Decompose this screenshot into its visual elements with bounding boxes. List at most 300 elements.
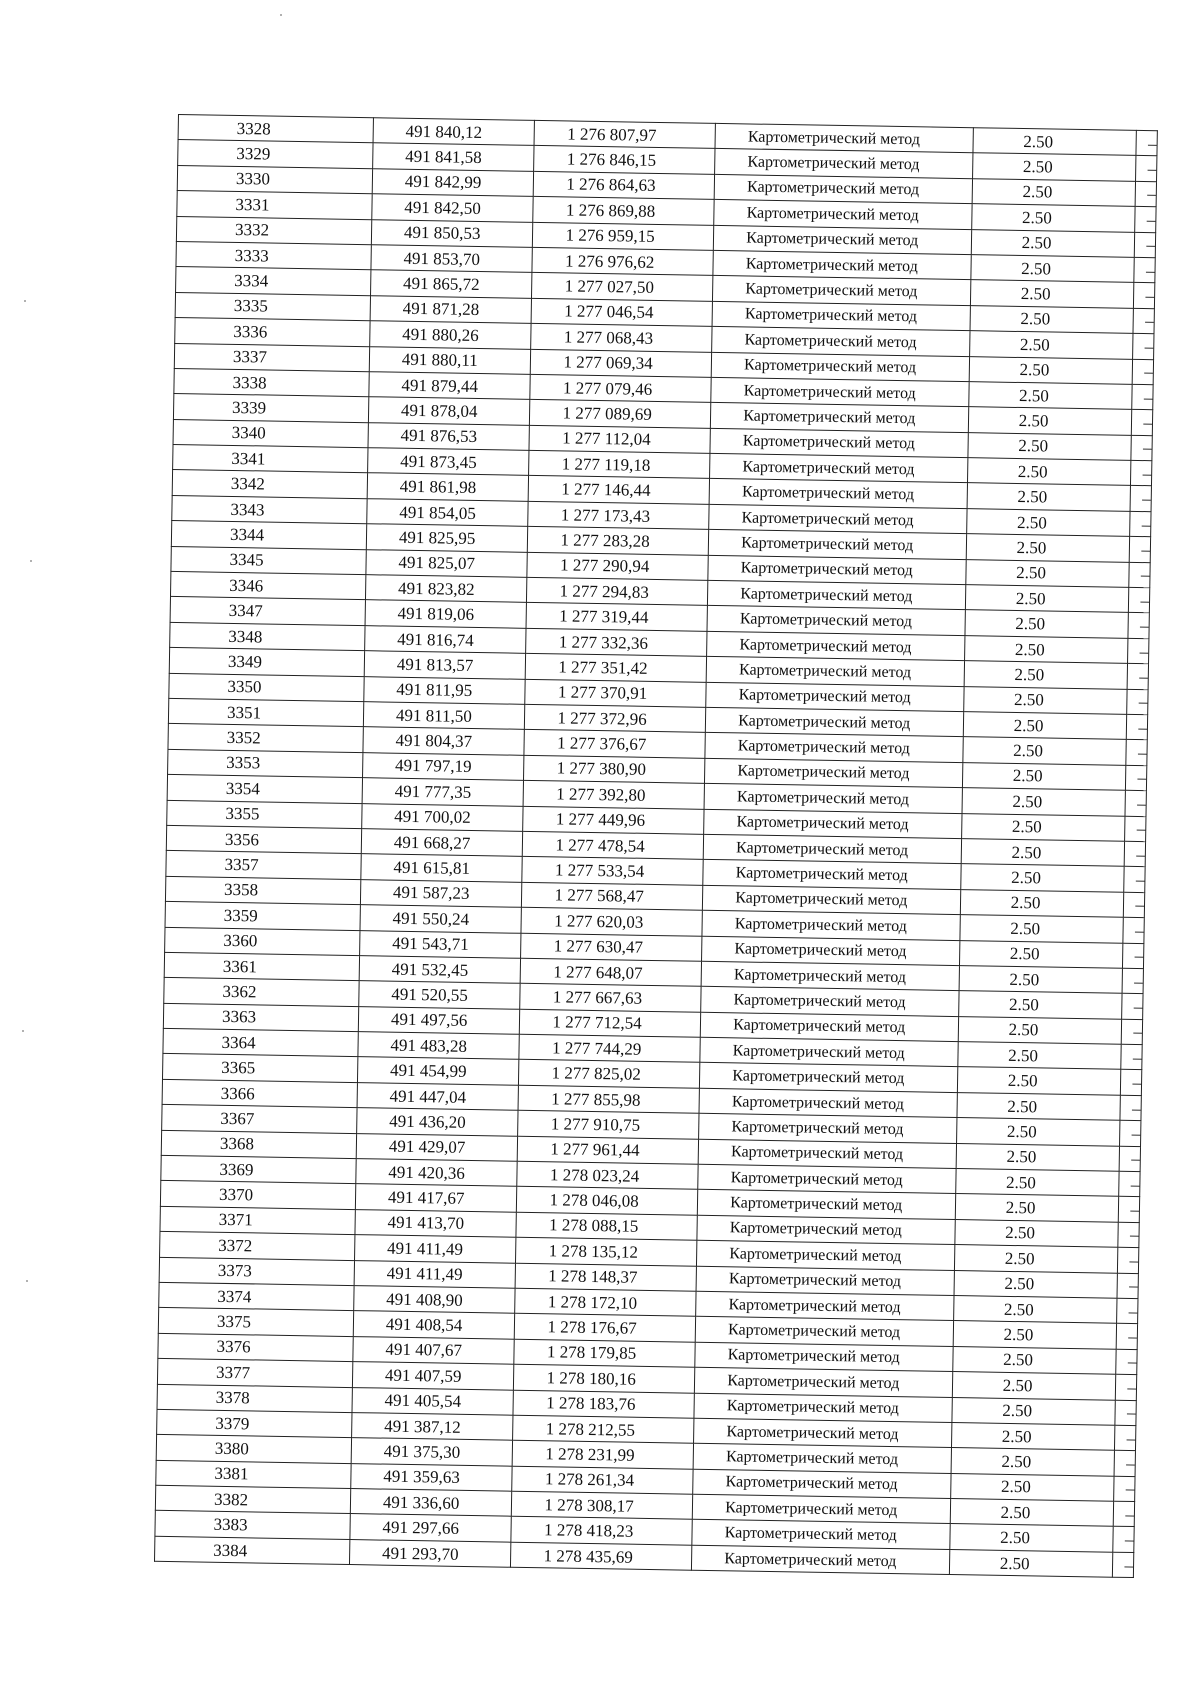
- description-cell: –: [1122, 968, 1144, 994]
- accuracy-cell: 2.50: [951, 1422, 1114, 1450]
- method-cell: Картометрический метод: [714, 174, 972, 204]
- accuracy-cell: 2.50: [970, 305, 1133, 333]
- y-coordinate-cell: 1 277 478,54: [523, 831, 704, 859]
- method-cell: Картометрический метод: [707, 606, 965, 636]
- point-number-cell: 3382: [155, 1485, 350, 1514]
- point-number-cell: 3363: [163, 1003, 358, 1032]
- method-cell: Картометрический метод: [708, 555, 966, 585]
- x-coordinate-cell: 491 532,45: [359, 956, 521, 984]
- description-cell: –: [1115, 1349, 1137, 1375]
- method-cell: Картометрический метод: [712, 301, 970, 331]
- point-number-cell: 3338: [174, 368, 369, 397]
- point-number-cell: 3347: [170, 597, 365, 626]
- x-coordinate-cell: 491 375,30: [351, 1438, 513, 1466]
- method-cell: Картометрический метод: [714, 200, 972, 230]
- accuracy-cell: 2.50: [951, 1448, 1114, 1476]
- x-coordinate-cell: 491 387,12: [351, 1412, 513, 1440]
- method-cell: Картометрический метод: [692, 1520, 950, 1550]
- description-cell: –: [1114, 1425, 1136, 1451]
- method-cell: Картометрический метод: [698, 1164, 956, 1194]
- x-coordinate-cell: 491 813,57: [364, 651, 526, 679]
- y-coordinate-cell: 1 278 135,12: [516, 1237, 697, 1265]
- point-number-cell: 3378: [157, 1384, 352, 1413]
- x-coordinate-cell: 491 436,20: [357, 1108, 519, 1136]
- y-coordinate-cell: 1 277 283,28: [528, 527, 709, 555]
- method-cell: Картометрический метод: [697, 1215, 955, 1245]
- point-number-cell: 3384: [154, 1536, 349, 1565]
- y-coordinate-cell: 1 277 620,03: [521, 907, 702, 935]
- y-coordinate-cell: 1 277 648,07: [521, 958, 702, 986]
- description-cell: –: [1119, 1146, 1141, 1172]
- x-coordinate-cell: 491 871,28: [370, 295, 532, 323]
- method-cell: Картометрический метод: [706, 682, 964, 712]
- accuracy-cell: 2.50: [955, 1219, 1118, 1247]
- y-coordinate-cell: 1 278 148,37: [516, 1263, 697, 1291]
- method-cell: Картометрический метод: [713, 250, 971, 280]
- x-coordinate-cell: 491 876,53: [368, 422, 530, 450]
- accuracy-cell: 2.50: [966, 559, 1129, 587]
- accuracy-cell: 2.50: [963, 712, 1126, 740]
- y-coordinate-cell: 1 278 176,67: [515, 1314, 696, 1342]
- scan-speck: [30, 560, 32, 562]
- accuracy-cell: 2.50: [969, 331, 1132, 359]
- accuracy-cell: 2.50: [971, 229, 1134, 257]
- point-number-cell: 3353: [168, 749, 363, 778]
- accuracy-cell: 2.50: [973, 128, 1136, 156]
- description-cell: –: [1117, 1247, 1139, 1273]
- description-cell: –: [1117, 1222, 1139, 1248]
- y-coordinate-cell: 1 276 959,15: [533, 222, 714, 250]
- accuracy-cell: 2.50: [968, 432, 1131, 460]
- accuracy-cell: 2.50: [957, 1092, 1120, 1120]
- accuracy-cell: 2.50: [962, 788, 1125, 816]
- x-coordinate-cell: 491 797,19: [362, 752, 524, 780]
- y-coordinate-cell: 1 277 372,96: [525, 704, 706, 732]
- x-coordinate-cell: 491 420,36: [356, 1159, 518, 1187]
- method-cell: Картометрический метод: [714, 225, 972, 255]
- point-number-cell: 3342: [172, 470, 367, 499]
- accuracy-cell: 2.50: [965, 610, 1128, 638]
- y-coordinate-cell: 1 277 294,83: [527, 577, 708, 605]
- point-number-cell: 3380: [156, 1435, 351, 1464]
- description-cell: –: [1127, 613, 1149, 639]
- y-coordinate-cell: 1 276 869,88: [533, 197, 714, 225]
- point-number-cell: 3336: [175, 318, 370, 347]
- x-coordinate-cell: 491 297,66: [350, 1514, 512, 1542]
- accuracy-cell: 2.50: [958, 1042, 1121, 1070]
- description-cell: –: [1135, 181, 1157, 207]
- accuracy-cell: 2.50: [965, 585, 1128, 613]
- y-coordinate-cell: 1 277 744,29: [519, 1034, 700, 1062]
- y-coordinate-cell: 1 278 212,55: [513, 1415, 694, 1443]
- y-coordinate-cell: 1 277 630,47: [521, 933, 702, 961]
- y-coordinate-cell: 1 277 667,63: [520, 984, 701, 1012]
- method-cell: Картометрический метод: [699, 1088, 957, 1118]
- point-number-cell: 3361: [164, 952, 359, 981]
- description-cell: –: [1116, 1324, 1138, 1350]
- method-cell: Картометрический метод: [699, 1114, 957, 1144]
- point-number-cell: 3339: [173, 394, 368, 423]
- y-coordinate-cell: 1 277 392,80: [524, 780, 705, 808]
- description-cell: –: [1135, 130, 1157, 156]
- accuracy-cell: 2.50: [963, 737, 1126, 765]
- x-coordinate-cell: 491 407,67: [353, 1336, 515, 1364]
- description-cell: –: [1119, 1095, 1141, 1121]
- accuracy-cell: 2.50: [969, 356, 1132, 384]
- x-coordinate-cell: 491 811,95: [364, 676, 526, 704]
- point-number-cell: 3354: [167, 775, 362, 804]
- x-coordinate-cell: 491 483,28: [358, 1032, 520, 1060]
- y-coordinate-cell: 1 277 370,91: [525, 679, 706, 707]
- description-cell: –: [1127, 664, 1149, 690]
- method-cell: Картометрический метод: [703, 834, 961, 864]
- method-cell: Картометрический метод: [701, 987, 959, 1017]
- description-cell: –: [1132, 333, 1154, 359]
- y-coordinate-cell: 1 278 435,69: [511, 1542, 692, 1570]
- y-coordinate-cell: 1 276 807,97: [535, 120, 716, 148]
- point-number-cell: 3348: [170, 622, 365, 651]
- accuracy-cell: 2.50: [961, 813, 1124, 841]
- y-coordinate-cell: 1 276 864,63: [534, 171, 715, 199]
- accuracy-cell: 2.50: [959, 940, 1122, 968]
- description-cell: –: [1126, 714, 1148, 740]
- coordinates-table: [154, 114, 1158, 1578]
- y-coordinate-cell: 1 278 183,76: [513, 1390, 694, 1418]
- method-cell: Картометрический метод: [704, 783, 962, 813]
- accuracy-cell: 2.50: [964, 635, 1127, 663]
- coordinates-table-body: [154, 115, 1157, 1578]
- x-coordinate-cell: 491 861,98: [367, 473, 529, 501]
- description-cell: –: [1130, 435, 1152, 461]
- x-coordinate-cell: 491 407,59: [352, 1362, 514, 1390]
- method-cell: Картометрический метод: [696, 1266, 954, 1296]
- point-number-cell: 3373: [159, 1257, 354, 1286]
- y-coordinate-cell: 1 277 332,36: [526, 628, 707, 656]
- method-cell: Картометрический метод: [697, 1240, 955, 1270]
- y-coordinate-cell: 1 277 173,43: [528, 501, 709, 529]
- y-coordinate-cell: 1 277 568,47: [522, 882, 703, 910]
- method-cell: Картометрический метод: [700, 1063, 958, 1093]
- y-coordinate-cell: 1 278 179,85: [514, 1339, 695, 1367]
- accuracy-cell: 2.50: [954, 1245, 1117, 1273]
- y-coordinate-cell: 1 276 846,15: [534, 146, 715, 174]
- accuracy-cell: 2.50: [962, 762, 1125, 790]
- description-cell: –: [1133, 257, 1155, 283]
- point-number-cell: 3362: [164, 978, 359, 1007]
- x-coordinate-cell: 491 842,99: [372, 169, 534, 197]
- point-number-cell: 3340: [173, 419, 368, 448]
- accuracy-cell: 2.50: [955, 1169, 1118, 1197]
- x-coordinate-cell: 491 408,90: [354, 1286, 516, 1314]
- x-coordinate-cell: 491 447,04: [357, 1082, 519, 1110]
- description-cell: –: [1129, 511, 1151, 537]
- point-number-cell: 3344: [171, 521, 366, 550]
- accuracy-cell: 2.50: [952, 1397, 1115, 1425]
- method-cell: Картометрический метод: [711, 377, 969, 407]
- description-cell: –: [1120, 1070, 1142, 1096]
- accuracy-cell: 2.50: [960, 915, 1123, 943]
- y-coordinate-cell: 1 278 308,17: [512, 1491, 693, 1519]
- description-cell: –: [1112, 1527, 1134, 1553]
- x-coordinate-cell: 491 587,23: [360, 879, 522, 907]
- point-number-cell: 3372: [160, 1232, 355, 1261]
- scan-speck: [22, 1030, 24, 1032]
- y-coordinate-cell: 1 277 449,96: [523, 806, 704, 834]
- point-number-cell: 3355: [167, 800, 362, 829]
- description-cell: –: [1125, 740, 1147, 766]
- x-coordinate-cell: 491 819,06: [365, 600, 527, 628]
- point-number-cell: 3351: [168, 698, 363, 727]
- x-coordinate-cell: 491 550,24: [360, 905, 522, 933]
- scan-speck: [24, 300, 26, 302]
- point-number-cell: 3337: [174, 343, 369, 372]
- method-cell: Картометрический метод: [694, 1418, 952, 1448]
- y-coordinate-cell: 1 277 380,90: [524, 755, 705, 783]
- x-coordinate-cell: 491 336,60: [350, 1489, 512, 1517]
- point-number-cell: 3375: [158, 1308, 353, 1337]
- accuracy-cell: 2.50: [956, 1143, 1119, 1171]
- description-cell: –: [1121, 994, 1143, 1020]
- accuracy-cell: 2.50: [961, 839, 1124, 867]
- y-coordinate-cell: 1 276 976,62: [532, 247, 713, 275]
- point-number-cell: 3334: [176, 267, 371, 296]
- accuracy-cell: 2.50: [953, 1321, 1116, 1349]
- accuracy-cell: 2.50: [953, 1295, 1116, 1323]
- y-coordinate-cell: 1 277 068,43: [531, 324, 712, 352]
- description-cell: –: [1127, 638, 1149, 664]
- description-cell: –: [1126, 689, 1148, 715]
- method-cell: Картометрический метод: [709, 504, 967, 534]
- x-coordinate-cell: 491 413,70: [355, 1209, 517, 1237]
- description-cell: –: [1131, 410, 1153, 436]
- method-cell: Картометрический метод: [700, 1037, 958, 1067]
- accuracy-cell: 2.50: [972, 178, 1135, 206]
- point-number-cell: 3331: [177, 191, 372, 220]
- x-coordinate-cell: 491 825,07: [366, 549, 528, 577]
- accuracy-cell: 2.50: [952, 1346, 1115, 1374]
- method-cell: Картометрический метод: [711, 352, 969, 382]
- method-cell: Картометрический метод: [701, 961, 959, 991]
- method-cell: Картометрический метод: [702, 936, 960, 966]
- point-number-cell: 3374: [159, 1282, 354, 1311]
- accuracy-cell: 2.50: [967, 458, 1130, 486]
- description-cell: –: [1114, 1400, 1136, 1426]
- description-cell: –: [1120, 1044, 1142, 1070]
- accuracy-cell: 2.50: [950, 1499, 1113, 1527]
- x-coordinate-cell: 491 543,71: [359, 930, 521, 958]
- description-cell: –: [1133, 283, 1155, 309]
- y-coordinate-cell: 1 277 089,69: [530, 400, 711, 428]
- method-cell: Картометрический метод: [708, 530, 966, 560]
- y-coordinate-cell: 1 277 112,04: [529, 425, 710, 453]
- method-cell: Картометрический метод: [700, 1012, 958, 1042]
- accuracy-cell: 2.50: [957, 1067, 1120, 1095]
- point-number-cell: 3345: [171, 546, 366, 575]
- scan-speck: [26, 1280, 28, 1282]
- description-cell: –: [1113, 1476, 1135, 1502]
- point-number-cell: 3358: [165, 876, 360, 905]
- accuracy-cell: 2.50: [968, 382, 1131, 410]
- method-cell: Картометрический метод: [694, 1393, 952, 1423]
- x-coordinate-cell: 491 880,11: [369, 346, 531, 374]
- y-coordinate-cell: 1 278 418,23: [511, 1517, 692, 1545]
- y-coordinate-cell: 1 278 231,99: [513, 1441, 694, 1469]
- x-coordinate-cell: 491 615,81: [361, 854, 523, 882]
- description-cell: –: [1113, 1501, 1135, 1527]
- description-cell: –: [1128, 562, 1150, 588]
- method-cell: Картометрический метод: [710, 453, 968, 483]
- method-cell: Картометрический метод: [703, 860, 961, 890]
- accuracy-cell: 2.50: [968, 407, 1131, 435]
- method-cell: Картометрический метод: [715, 149, 973, 179]
- method-cell: Картометрический метод: [711, 403, 969, 433]
- accuracy-cell: 2.50: [960, 889, 1123, 917]
- x-coordinate-cell: 491 879,44: [369, 372, 531, 400]
- x-coordinate-cell: 491 816,74: [365, 625, 527, 653]
- method-cell: Картометрический метод: [695, 1367, 953, 1397]
- description-cell: –: [1123, 867, 1145, 893]
- y-coordinate-cell: 1 277 961,44: [518, 1136, 699, 1164]
- y-coordinate-cell: 1 277 079,46: [530, 374, 711, 402]
- description-cell: –: [1112, 1552, 1134, 1578]
- description-cell: –: [1125, 765, 1147, 791]
- scan-speck: [280, 14, 282, 16]
- method-cell: Картометрический метод: [693, 1469, 951, 1499]
- point-number-cell: 3377: [157, 1358, 352, 1387]
- y-coordinate-cell: 1 277 046,54: [532, 298, 713, 326]
- y-coordinate-cell: 1 277 146,44: [529, 476, 710, 504]
- accuracy-cell: 2.50: [967, 483, 1130, 511]
- accuracy-cell: 2.50: [966, 508, 1129, 536]
- description-cell: –: [1131, 384, 1153, 410]
- x-coordinate-cell: 491 417,67: [355, 1184, 517, 1212]
- description-cell: –: [1124, 790, 1146, 816]
- description-cell: –: [1123, 892, 1145, 918]
- method-cell: Картометрический метод: [705, 758, 963, 788]
- y-coordinate-cell: 1 278 261,34: [512, 1466, 693, 1494]
- accuracy-cell: 2.50: [956, 1118, 1119, 1146]
- description-cell: –: [1121, 1019, 1143, 1045]
- point-number-cell: 3360: [165, 927, 360, 956]
- description-cell: –: [1118, 1197, 1140, 1223]
- description-cell: –: [1134, 207, 1156, 233]
- x-coordinate-cell: 491 405,54: [352, 1387, 514, 1415]
- y-coordinate-cell: 1 278 180,16: [514, 1364, 695, 1392]
- method-cell: Картометрический метод: [709, 479, 967, 509]
- point-number-cell: 3381: [156, 1460, 351, 1489]
- x-coordinate-cell: 491 873,45: [367, 448, 529, 476]
- x-coordinate-cell: 491 841,58: [373, 143, 535, 171]
- description-cell: –: [1118, 1171, 1140, 1197]
- x-coordinate-cell: 491 865,72: [370, 270, 532, 298]
- accuracy-cell: 2.50: [971, 255, 1134, 283]
- point-number-cell: 3352: [168, 724, 363, 753]
- description-cell: –: [1116, 1298, 1138, 1324]
- accuracy-cell: 2.50: [954, 1270, 1117, 1298]
- x-coordinate-cell: 491 497,56: [358, 1006, 520, 1034]
- point-number-cell: 3366: [162, 1079, 357, 1108]
- method-cell: Картометрический метод: [692, 1545, 950, 1575]
- accuracy-cell: 2.50: [958, 991, 1121, 1019]
- point-number-cell: 3335: [175, 292, 370, 321]
- x-coordinate-cell: 491 840,12: [373, 118, 535, 146]
- point-number-cell: 3328: [178, 115, 373, 144]
- method-cell: Картометрический метод: [707, 631, 965, 661]
- accuracy-cell: 2.50: [960, 864, 1123, 892]
- x-coordinate-cell: 491 850,53: [371, 219, 533, 247]
- point-number-cell: 3364: [163, 1028, 358, 1057]
- x-coordinate-cell: 491 411,49: [354, 1235, 516, 1263]
- method-cell: Картометрический метод: [696, 1291, 954, 1321]
- y-coordinate-cell: 1 277 825,02: [519, 1060, 700, 1088]
- accuracy-cell: 2.50: [966, 534, 1129, 562]
- method-cell: Картометрический метод: [698, 1139, 956, 1169]
- description-cell: –: [1129, 537, 1151, 563]
- method-cell: Картометрический метод: [695, 1317, 953, 1347]
- accuracy-cell: 2.50: [972, 153, 1135, 181]
- description-cell: –: [1132, 359, 1154, 385]
- method-cell: Картометрический метод: [708, 580, 966, 610]
- description-cell: –: [1115, 1374, 1137, 1400]
- x-coordinate-cell: 491 842,50: [372, 194, 534, 222]
- point-number-cell: 3370: [160, 1181, 355, 1210]
- point-number-cell: 3356: [166, 825, 361, 854]
- point-number-cell: 3346: [170, 571, 365, 600]
- x-coordinate-cell: 491 854,05: [367, 499, 529, 527]
- x-coordinate-cell: 491 777,35: [362, 778, 524, 806]
- description-cell: –: [1130, 486, 1152, 512]
- x-coordinate-cell: 491 825,95: [366, 524, 528, 552]
- description-cell: –: [1122, 943, 1144, 969]
- accuracy-cell: 2.50: [959, 965, 1122, 993]
- y-coordinate-cell: 1 277 533,54: [522, 857, 703, 885]
- accuracy-cell: 2.50: [950, 1524, 1113, 1552]
- y-coordinate-cell: 1 277 119,18: [529, 450, 710, 478]
- x-coordinate-cell: 491 700,02: [362, 803, 524, 831]
- point-number-cell: 3367: [162, 1105, 357, 1134]
- method-cell: Картометрический метод: [715, 123, 973, 153]
- y-coordinate-cell: 1 277 910,75: [518, 1111, 699, 1139]
- accuracy-cell: 2.50: [950, 1473, 1113, 1501]
- y-coordinate-cell: 1 278 046,08: [517, 1187, 698, 1215]
- point-number-cell: 3329: [178, 140, 373, 169]
- method-cell: Картометрический метод: [698, 1190, 956, 1220]
- description-cell: –: [1130, 460, 1152, 486]
- x-coordinate-cell: 491 668,27: [361, 829, 523, 857]
- method-cell: Картометрический метод: [710, 428, 968, 458]
- method-cell: Картометрический метод: [706, 657, 964, 687]
- point-number-cell: 3341: [173, 445, 368, 474]
- description-cell: –: [1135, 156, 1157, 182]
- y-coordinate-cell: 1 278 088,15: [516, 1212, 697, 1240]
- x-coordinate-cell: 491 811,50: [363, 702, 525, 730]
- method-cell: Картометрический метод: [705, 733, 963, 763]
- point-number-cell: 3365: [162, 1054, 357, 1083]
- method-cell: Картометрический метод: [713, 276, 971, 306]
- point-number-cell: 3369: [161, 1155, 356, 1184]
- description-cell: –: [1119, 1120, 1141, 1146]
- x-coordinate-cell: 491 408,54: [353, 1311, 515, 1339]
- description-cell: –: [1122, 917, 1144, 943]
- accuracy-cell: 2.50: [955, 1194, 1118, 1222]
- point-number-cell: 3330: [177, 165, 372, 194]
- point-number-cell: 3357: [166, 851, 361, 880]
- method-cell: Картометрический метод: [712, 327, 970, 357]
- method-cell: Картометрический метод: [692, 1494, 950, 1524]
- point-number-cell: 3350: [169, 673, 364, 702]
- accuracy-cell: 2.50: [970, 280, 1133, 308]
- y-coordinate-cell: 1 277 069,34: [531, 349, 712, 377]
